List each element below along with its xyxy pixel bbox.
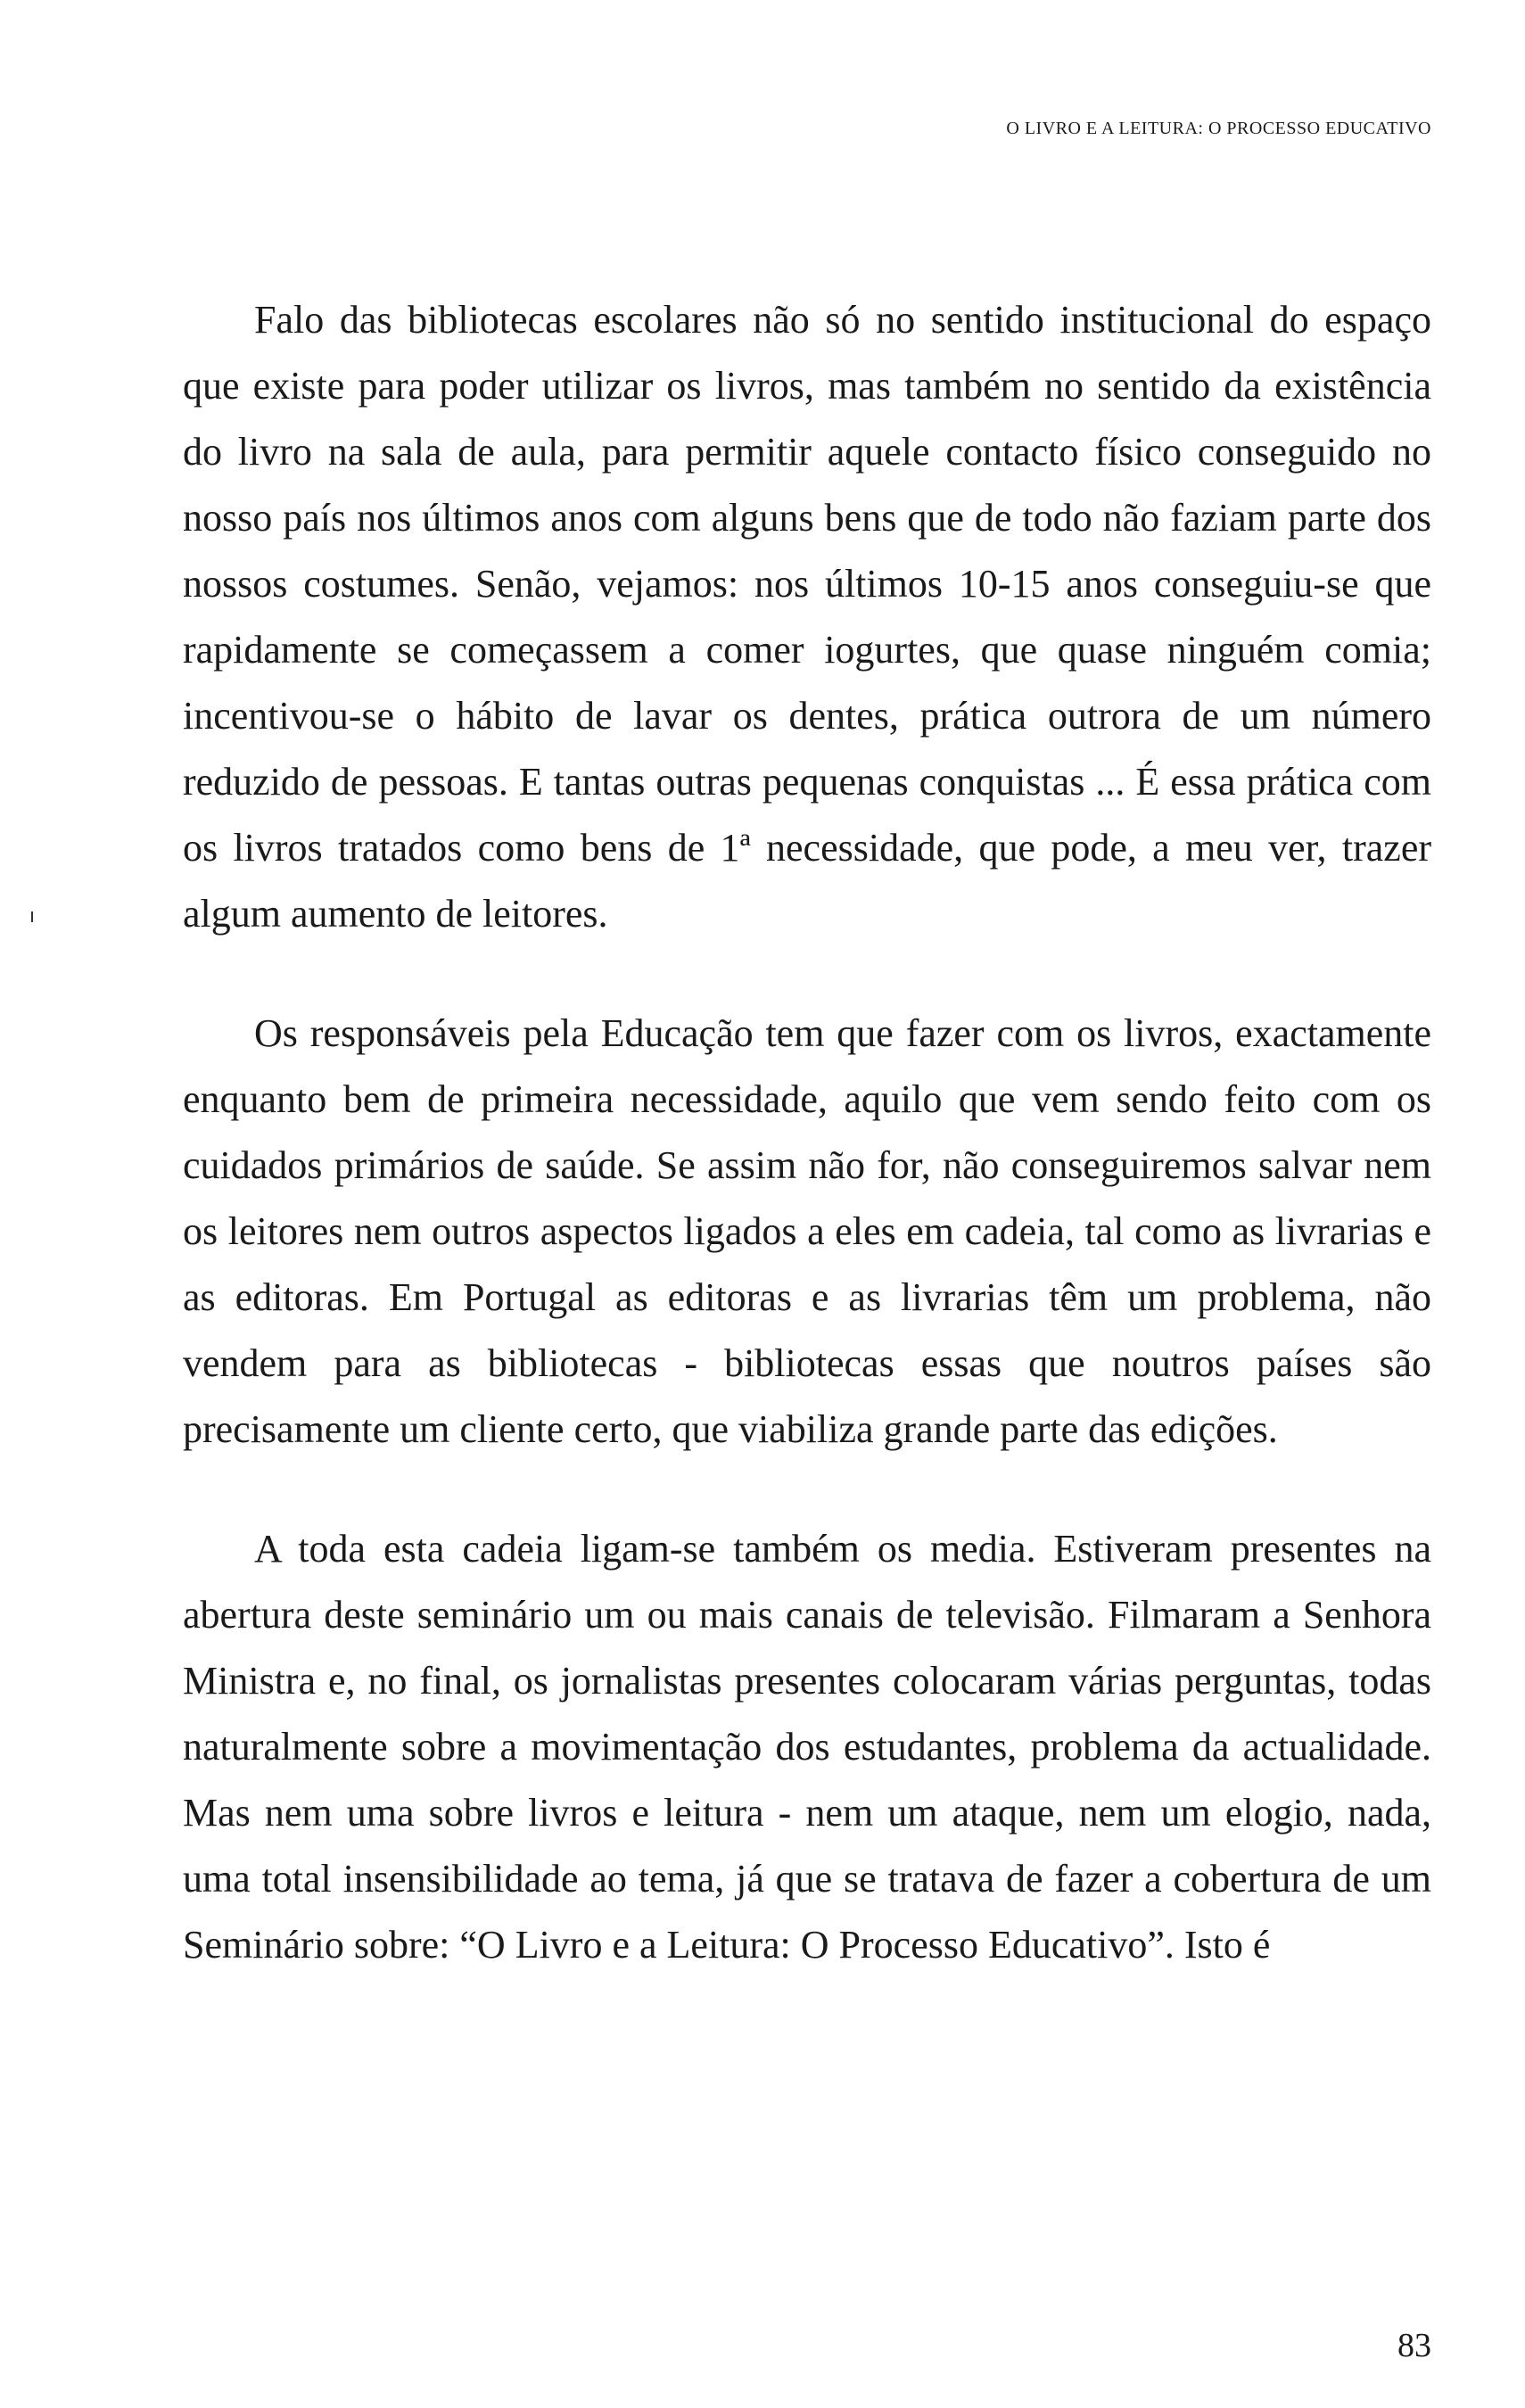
paragraph-1: Falo das bibliotecas escolares não só no sentido institucional do espaço que existe para poder utilizar os livros, mas também no sentido da existência do livro na sala de aula, para permitir aquele contacto físico conseguido no nosso país nos últimos anos com alguns bens que de todo não faziam parte dos nossos costumes. Senão, vejamos: nos últimos 10-15 anos conseguiu-se que rapidamente se começassem a comer iogurtes, que quase ninguém comia; incentivou-se o hábito de lavar os dentes, prática outrora de um número reduzido de pessoas. E tantas outras pequenas conquistas ... É essa prática com os livros tratados como bens de 1ª necessidade, que pode, a meu ver, trazer algum aumento de leitores. [183,298,1431,936]
page-body [183,287,1431,1978]
margin-mark [31,911,33,922]
page-number: 83 [1397,2327,1431,2364]
paragraph-3: A toda esta cadeia ligam-se também os media. Estiveram presentes na abertura deste seminário um ou mais canais de televisão. Filmaram a Senhora Ministra e, no final, os jornalistas presentes colocaram várias perguntas, todas naturalmente sobre a movimentação dos estudantes, problema da actualidade. Mas nem uma sobre livros e leitura - nem um ataque, nem um elogio, nada, uma total insensibilidade ao tema, já que se tratava de fazer a cobertura de um Seminário sobre: “O Livro e a Leitura: O Processo Educativo”. Isto é [183,1527,1431,1967]
running-header: O LIVRO E A LEITURA: O PROCESSO EDUCATIVO [1006,119,1431,138]
paragraph-2: Os responsáveis pela Educação tem que fazer com os livros, exactamente enquanto bem de primeira necessidade, aquilo que vem sendo feito com os cuidados primários de saúde. Se assim não for, não conseguiremos salvar nem os leitores nem outros aspectos ligados a eles em cadeia, tal como as livrarias e as editoras. Em Portugal as editoras e as livrarias têm um problema, não vendem para as bibliotecas - bibliotecas essas que noutros países são precisamente um cliente certo, que viabiliza grande parte das edições. [183,1011,1431,1451]
